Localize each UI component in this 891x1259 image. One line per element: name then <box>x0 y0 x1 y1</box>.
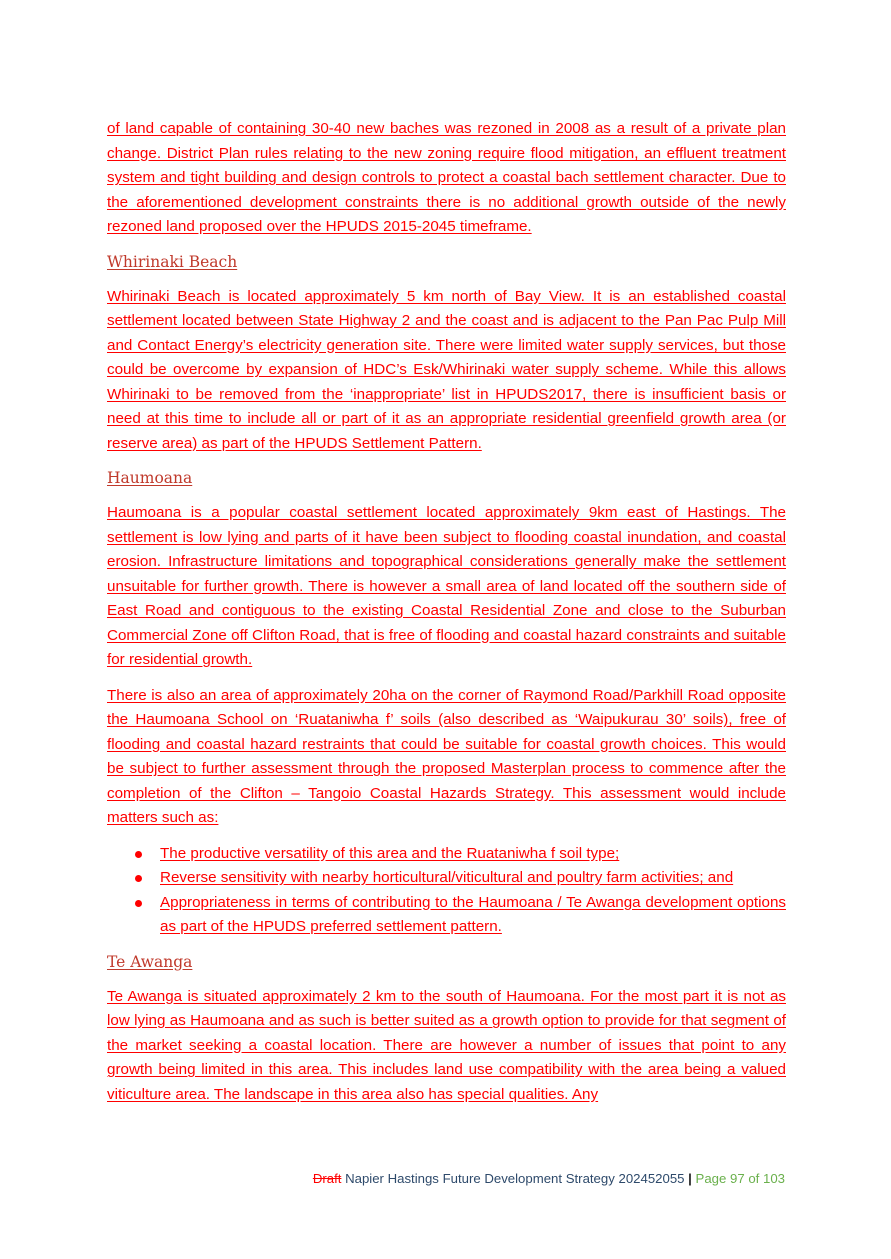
document-body <box>107 117 786 1118</box>
footer-separator: | <box>684 1171 696 1186</box>
whirinaki-paragraph: Whirinaki Beach is located approximately 5 km north of Bay View. It is an established coastal settlement located between State Highway 2 and the coast and is adjacent to the Pan Pac Pulp Mill and Contact Energy’s electricity generation site. There were limited water supply services, but those could be overcome by expansion of HDC’s Esk/Whirinaki water supply scheme. While this allows Whirinaki to be removed from the ‘inappropriate’ list in HPUDS2017, there is insufficient basis or need at this time to include all or part of it as an appropriate residential greenfield growth area (or reserve area) as part of the HPUDS Settlement Pattern. <box>107 287 786 452</box>
footer-deleted-word: Draft <box>312 1171 342 1186</box>
bullet-dot-icon <box>135 900 142 907</box>
bullet-text: Appropriateness in terms of contributing to the Haumoana / Te Awanga development options as part of the HPUDS preferred settlement pattern. <box>160 893 786 935</box>
bullet-item <box>107 891 786 940</box>
haumoana-paragraph-2: There is also an area of approximately 20ha on the corner of Raymond Road/Parkhill Road opposite the Haumoana School on ‘Ruataniwha f’ soils (also described as ‘Waipukurau 30’ soils), free of flooding and coastal hazard restraints that could be suitable for coastal growth choices. This would be subject to further assessment through the proposed Masterplan process to commence after the completion of the Clifton – Tangoio Coastal Hazards Strategy. This assessment would include matters such as: <box>107 686 786 826</box>
heading-te-awanga: Te Awanga <box>107 952 193 971</box>
te-awanga-paragraph: Te Awanga is situated approximately 2 km to the south of Haumoana. For the most part it is not as low lying as Haumoana and as such is better suited as a growth option to provide for that segment of the market seeking a coastal location. There are however a number of issues that point to any growth being limited in this area. This includes land use compatibility with the area being a valued viticulture area. The landscape in this area also has special qualities. Any <box>107 987 786 1103</box>
intro-paragraph: of land capable of containing 30-40 new baches was rezoned in 2008 as a result of a private plan change. District Plan rules relating to the new zoning require flood mitigation, an effluent treatment system and tight building and design controls to protect a coastal bach settlement character. Due to the aforementioned development constraints there is no additional growth outside of the newly rezoned land proposed over the HPUDS 2015-2045 timeframe. <box>107 120 786 235</box>
bullet-dot-icon <box>135 851 142 858</box>
footer-title: Napier Hastings Future Development Strategy 202452055 <box>341 1171 685 1186</box>
bullet-item <box>107 866 786 891</box>
bullet-item <box>107 842 786 867</box>
heading-haumoana: Haumoana <box>107 469 193 487</box>
haumoana-bullet-list <box>107 842 786 940</box>
haumoana-paragraph-1: Haumoana is a popular coastal settlement located approximately 9km east of Hastings. The settlement is low lying and parts of it have been subject to flooding coastal inundation, and coastal erosion. Infrastructure limitations and topographical considerations generally make the settlement unsuitable for further growth. There is however a small area of land located off the southern side of East Road and contiguous to the existing Coastal Residential Zone and close to the Suburban Commercial Zone off Clifton Road, that is free of flooding and coastal hazard constraints and suitable for residential growth. <box>107 504 786 668</box>
bullet-dot-icon <box>135 875 142 882</box>
heading-whirinaki-beach: Whirinaki Beach <box>107 252 238 271</box>
footer-page-number: Page 97 of 103 <box>695 1171 785 1186</box>
bullet-text: The productive versatility of this area and the Ruataniwha f soil type; <box>160 844 620 862</box>
page-footer <box>313 1170 785 1188</box>
bullet-text: Reverse sensitivity with nearby horticultural/viticultural and poultry farm activities; and <box>160 869 734 886</box>
